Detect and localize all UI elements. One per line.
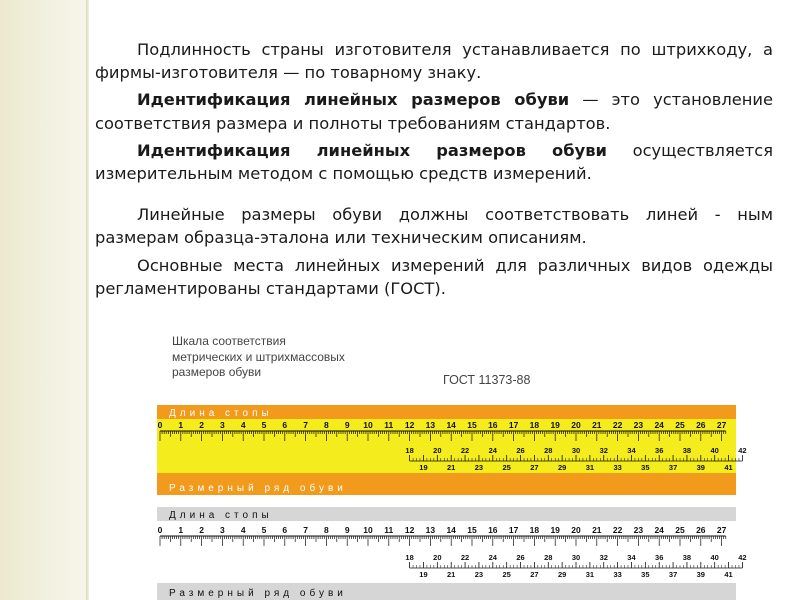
cm-tick-label: 12 <box>404 525 415 535</box>
size-label-even: 20 <box>433 446 442 455</box>
cm-tick-label: 16 <box>488 525 498 535</box>
paragraph-text: осуществляется измерительным методом с помощью средств измерений. <box>95 140 773 184</box>
size-label-odd: 31 <box>585 570 595 579</box>
cm-tick-label: 7 <box>303 420 308 430</box>
paragraph-text: Основные места линейных измерений для различных видов одежды регламентированы стандартами (ГОСТ). <box>95 255 773 298</box>
shoe-size-scale-gray <box>157 507 747 600</box>
cm-tick-label: 18 <box>529 420 540 430</box>
scale-caption <box>172 334 345 381</box>
gost-label: ГОСТ 11373-88 <box>443 373 531 387</box>
cm-tick-label: 22 <box>612 525 623 535</box>
cm-tick-label: 16 <box>488 420 498 430</box>
cm-tick-label: 7 <box>303 525 308 535</box>
cm-tick-label: 2 <box>199 420 204 430</box>
size-label-odd: 33 <box>613 463 622 472</box>
size-label-odd: 31 <box>585 463 595 472</box>
cm-tick-label: 11 <box>384 420 394 430</box>
cm-tick-label: 13 <box>425 525 436 535</box>
cm-tick-label: 24 <box>654 525 664 535</box>
size-label-even: 32 <box>599 446 608 455</box>
paragraph-authenticity <box>95 38 773 84</box>
size-label-even: 18 <box>405 446 414 455</box>
size-label-odd: 39 <box>696 570 705 579</box>
size-label-even: 38 <box>682 553 692 562</box>
size-label-even: 22 <box>460 553 470 562</box>
cm-tick-label: 20 <box>571 525 581 535</box>
cm-tick-label: 26 <box>696 525 706 535</box>
size-label-even: 34 <box>627 553 636 562</box>
cm-tick-label: 27 <box>716 420 727 430</box>
size-label-even: 22 <box>460 446 470 455</box>
paragraph-text: Линейные размеры обуви должны соответствовать линей - ным размерам образца-эталона или техническим описаниям. <box>95 205 773 248</box>
size-label-odd: 27 <box>530 463 539 472</box>
cm-tick-label: 1 <box>178 525 184 535</box>
left-decorative-band <box>0 0 86 600</box>
size-label-even: 24 <box>488 446 497 455</box>
paragraph-identification-method <box>95 139 773 185</box>
cm-tick-label: 9 <box>344 525 350 535</box>
slide-text <box>95 38 773 300</box>
cm-tick-label: 26 <box>696 420 706 430</box>
caption-line: Шкала соответствия <box>172 334 286 348</box>
size-label-even: 28 <box>544 553 553 562</box>
cm-tick-label: 9 <box>344 420 350 430</box>
size-label-even: 32 <box>599 553 608 562</box>
size-label-odd: 41 <box>724 463 733 472</box>
left-band-edge <box>86 0 89 600</box>
caption-line: размеров обуви <box>172 365 262 379</box>
cm-tick-label: 0 <box>157 420 163 430</box>
size-label-odd: 19 <box>419 570 428 579</box>
cm-tick-label: 17 <box>508 420 519 430</box>
paragraph-linear-sizes <box>95 203 773 249</box>
size-label-odd: 23 <box>474 463 484 472</box>
size-label-odd: 27 <box>530 570 539 579</box>
cm-tick-label: 14 <box>446 525 456 535</box>
cm-tick-label: 3 <box>220 420 225 430</box>
cm-tick-label: 4 <box>240 420 246 430</box>
size-label-odd: 19 <box>419 463 428 472</box>
size-label-even: 40 <box>710 553 719 562</box>
cm-tick-label: 25 <box>675 420 685 430</box>
size-label-even: 36 <box>655 553 664 562</box>
size-label-odd: 25 <box>502 463 511 472</box>
size-label-even: 42 <box>738 553 747 562</box>
size-label-even: 26 <box>516 553 525 562</box>
cm-tick-label: 18 <box>529 525 540 535</box>
size-label-even: 38 <box>682 446 692 455</box>
size-label-odd: 37 <box>668 463 678 472</box>
cm-tick-label: 12 <box>404 420 415 430</box>
cm-tick-label: 15 <box>467 525 477 535</box>
paragraph-standards <box>95 254 773 300</box>
cm-tick-label: 5 <box>261 525 267 535</box>
cm-tick-label: 23 <box>633 525 644 535</box>
cm-tick-label: 19 <box>550 420 560 430</box>
size-label-odd: 35 <box>641 570 650 579</box>
size-label-even: 40 <box>710 446 719 455</box>
size-label-odd: 29 <box>557 463 567 472</box>
size-label-even: 20 <box>433 553 442 562</box>
size-label-odd: 41 <box>724 570 733 579</box>
bold-term: Идентификация линейных размеров обуви <box>137 90 570 110</box>
size-label-odd: 35 <box>641 463 650 472</box>
cm-tick-label: 0 <box>157 525 163 535</box>
bold-term: Идентификация линейных размеров обуви <box>137 140 607 160</box>
cm-tick-label: 21 <box>592 420 602 430</box>
size-label-even: 30 <box>571 446 581 455</box>
cm-tick-label: 21 <box>592 525 602 535</box>
cm-tick-label: 17 <box>508 525 519 535</box>
size-label-even: 36 <box>655 446 664 455</box>
size-row-label: Размерный ряд обуви <box>169 588 347 599</box>
size-label-odd: 29 <box>557 570 567 579</box>
cm-tick-label: 2 <box>199 525 204 535</box>
cm-tick-label: 10 <box>363 420 373 430</box>
size-label-even: 24 <box>488 553 497 562</box>
size-row-label: Размерный ряд обуви <box>169 483 347 494</box>
size-label-even: 30 <box>571 553 581 562</box>
cm-tick-label: 11 <box>384 525 394 535</box>
cm-tick-label: 27 <box>716 525 727 535</box>
cm-tick-label: 25 <box>675 525 685 535</box>
cm-tick-label: 6 <box>282 525 288 535</box>
size-label-odd: 37 <box>668 570 678 579</box>
size-label-odd: 21 <box>447 570 456 579</box>
cm-tick-label: 8 <box>324 525 329 535</box>
size-label-even: 34 <box>627 446 636 455</box>
size-label-odd: 39 <box>696 463 705 472</box>
foot-length-label: Длина стопы <box>169 510 273 521</box>
caption-line: метрических и штрихмассовых <box>172 349 345 364</box>
size-label-odd: 25 <box>502 570 511 579</box>
size-label-odd: 21 <box>447 463 456 472</box>
cm-tick-label: 13 <box>425 420 436 430</box>
cm-tick-label: 19 <box>550 525 560 535</box>
paragraph-identification-definition <box>95 88 773 134</box>
cm-tick-label: 24 <box>654 420 664 430</box>
size-label-even: 42 <box>738 446 747 455</box>
cm-tick-label: 6 <box>282 420 288 430</box>
size-label-even: 26 <box>516 446 525 455</box>
size-label-odd: 33 <box>613 570 622 579</box>
paragraph-text: Подлинность страны изготовителя устанавливается по штрихкоду, а фирмы-изготовителя — по товарному знаку. <box>95 40 773 83</box>
cm-tick-label: 15 <box>467 420 477 430</box>
cm-tick-label: 5 <box>261 420 267 430</box>
cm-tick-label: 20 <box>571 420 581 430</box>
cm-tick-label: 1 <box>178 420 184 430</box>
cm-tick-label: 14 <box>446 420 456 430</box>
cm-tick-label: 22 <box>612 420 623 430</box>
cm-tick-label: 3 <box>220 525 225 535</box>
size-label-even: 28 <box>544 446 553 455</box>
foot-length-label: Длина стопы <box>169 408 273 419</box>
cm-tick-label: 8 <box>324 420 329 430</box>
cm-tick-label: 23 <box>633 420 644 430</box>
cm-tick-label: 4 <box>240 525 246 535</box>
paragraph-text: — это установление соответствия размера и полноты требованиям стандартов. <box>95 90 773 133</box>
cm-tick-label: 10 <box>363 525 373 535</box>
shoe-size-scale-colored <box>157 405 747 495</box>
size-label-even: 18 <box>405 553 414 562</box>
size-label-odd: 23 <box>474 570 484 579</box>
